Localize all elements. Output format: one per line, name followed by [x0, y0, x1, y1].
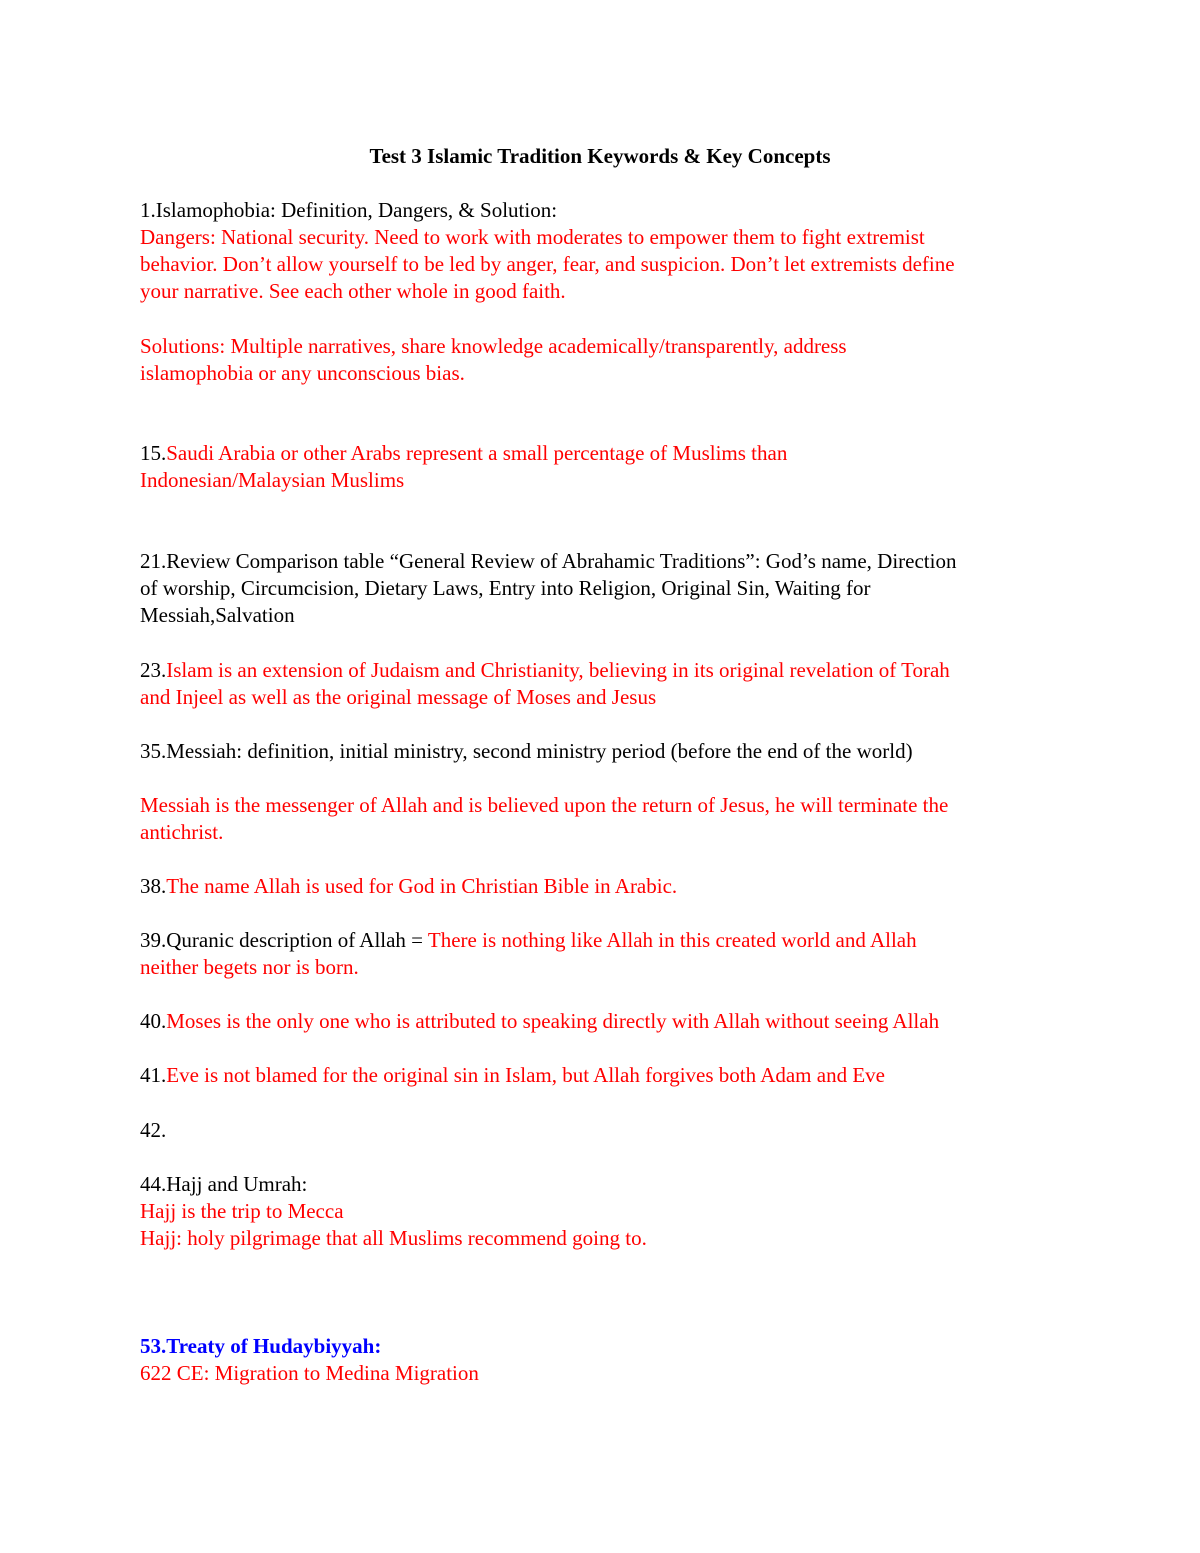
item-15-line-2: Indonesian/Malaysian Muslims — [140, 468, 405, 492]
item-40 — [140, 1008, 939, 1035]
item-35-answer-line-2: antichrist. — [140, 820, 224, 844]
item-38-number: 38. — [140, 874, 167, 898]
item-41 — [140, 1062, 885, 1089]
item-21-line-3: Messiah,Salvation — [140, 603, 295, 627]
item-40-number: 40. — [140, 1009, 167, 1033]
item-44-heading: 44.Hajj and Umrah: — [140, 1172, 308, 1196]
item-15-line-1 — [140, 440, 787, 467]
item-1-dangers-line-1: Dangers: National security. Need to work with moderates to empower them to fight extremist — [140, 225, 925, 249]
item-15-number: 15. — [140, 441, 167, 465]
item-1-solutions-line-1: Solutions: Multiple narratives, share knowledge academically/transparently, address — [140, 334, 847, 358]
item-23-line-2: and Injeel as well as the original message of Moses and Jesus — [140, 685, 657, 709]
item-35-answer-line-1: Messiah is the messenger of Allah and is believed upon the return of Jesus, he will terminate the — [140, 793, 949, 817]
item-23-number: 23. — [140, 658, 167, 682]
item-15-text: Saudi Arabia or other Arabs represent a small percentage of Muslims than — [166, 441, 788, 465]
item-35-heading: 35.Messiah: definition, initial ministry, second ministry period (before the end of the world) — [140, 739, 913, 763]
item-21-line-2: of worship, Circumcision, Dietary Laws, Entry into Religion, Original Sin, Waiting for — [140, 576, 871, 600]
item-53-heading: 53.Treaty of Hudaybiyyah: — [140, 1334, 382, 1358]
item-23-line-1 — [140, 657, 950, 684]
item-23-text: Islam is an extension of Judaism and Christianity, believing in its original revelation of Torah — [166, 658, 950, 682]
item-39-text: There is nothing like Allah in this created world and Allah — [427, 928, 917, 952]
item-42-number: 42. — [140, 1118, 167, 1142]
item-44-line-1: Hajj is the trip to Mecca — [140, 1199, 344, 1223]
item-38-text: The name Allah is used for God in Christian Bible in Arabic. — [166, 874, 678, 898]
item-44-line-2: Hajj: holy pilgrimage that all Muslims recommend going to. — [140, 1226, 647, 1250]
page-title: Test 3 Islamic Tradition Keywords & Key Concepts — [369, 144, 831, 168]
item-39-line-1 — [140, 927, 917, 954]
item-1-dangers-line-3: your narrative. See each other whole in good faith. — [140, 279, 566, 303]
item-41-number: 41. — [140, 1063, 167, 1087]
item-39-prefix: 39.Quranic description of Allah = — [140, 928, 428, 952]
item-1-heading: 1.Islamophobia: Definition, Dangers, & Solution: — [140, 198, 558, 222]
item-41-text: Eve is not blamed for the original sin in Islam, but Allah forgives both Adam and Eve — [166, 1063, 885, 1087]
item-1-dangers-line-2: behavior. Don’t allow yourself to be led by anger, fear, and suspicion. Don’t let extremists define — [140, 252, 955, 276]
item-38 — [140, 873, 677, 900]
item-21-line-1: 21.Review Comparison table “General Review of Abrahamic Traditions”: God’s name, Direction — [140, 549, 957, 573]
item-1-solutions-line-2: islamophobia or any unconscious bias. — [140, 361, 465, 385]
item-39-line-2: neither begets nor is born. — [140, 955, 359, 979]
item-53-line-1: 622 CE: Migration to Medina Migration — [140, 1361, 479, 1385]
item-40-text: Moses is the only one who is attributed to speaking directly with Allah without seeing Allah — [166, 1009, 940, 1033]
